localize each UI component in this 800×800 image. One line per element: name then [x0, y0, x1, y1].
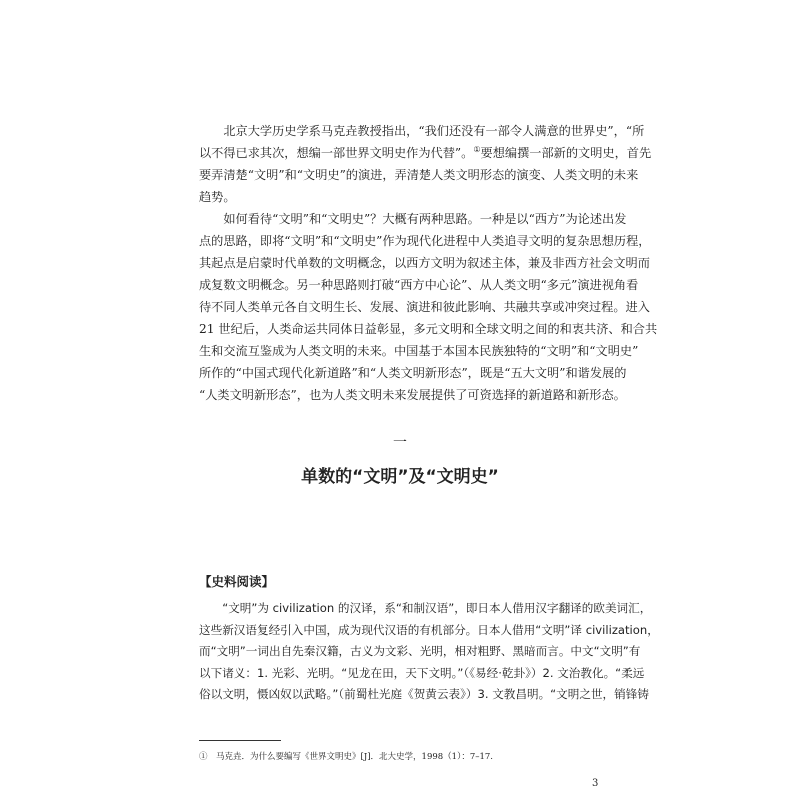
text-line: 如何看待“文明”和“文明史”？大概有两种思路。一种是以“西方”为论述出发 [199, 212, 627, 226]
text-line: 所作的“中国式现代化新道路”和“人类文明新形态”，既是“五大文明”和谐发展的 [199, 366, 627, 380]
text-line: “人类文明新形态”，也为人类文明未来发展提供了可资选择的新道路和新形态。 [199, 388, 626, 402]
footnote: ① 马克垚．为什么要编写《世界文明史》[J]．北大史学，1998（1）：7–17. [199, 752, 494, 762]
text-line: 21 世纪后，人类命运共同体日益彰显，多元文明和全球文明之间的和衷共济、和合共 [199, 322, 658, 336]
text-line: 成复数文明概念。另一种思路则打破“西方中心论”、从人类文明“多元”演进视角看 [199, 278, 639, 292]
text-segment: 以不得已求其次，想编一部世界文明史作为代替”。 [199, 146, 474, 160]
section-title: 单数的“文明”及“文明史” [301, 467, 499, 487]
page-number: 3 [592, 778, 599, 789]
body-paragraph-2 [199, 208, 658, 406]
text-line: 俗以文明，慑凶奴以武略。”（前蜀杜光庭《贺黄云表》）3. 文教昌明。“文明之世，销锋铸 [199, 687, 649, 701]
text-line: “文明”为 civilization 的汉译，系“和制汉语”，即日本人借用汉字翻译的欧美词汇， [199, 601, 652, 615]
reading-box-paragraph [199, 598, 659, 706]
reading-box-heading: 【史料阅读】 [199, 574, 275, 589]
text-segment: 要想编撰一部新的文明史，首先 [480, 146, 652, 160]
body-paragraph-1 [199, 120, 652, 208]
text-line: 待不同人类单元各自文明生长、发展、演进和彼此影响、共融共享或冲突过程。进入 [199, 300, 650, 314]
text-line: 北京大学历史学系马克垚教授指出，“我们还没有一部令人满意的世界史”，“所 [199, 124, 645, 138]
text-line: 其起点是启蒙时代单数的文明概念，以西方文明为叙述主体，兼及非西方社会文明而 [199, 256, 650, 270]
text-line: 趋势。 [199, 190, 236, 204]
text-line: 生和交流互鉴成为人类文明的未来。中国基于本国本民族独特的“文明”和“文明史” [199, 344, 639, 358]
text-line: 这些新汉语复经引入中国，成为现代汉语的有机部分。日本人借用“文明”译 civilization， [199, 622, 659, 637]
footnote-divider [199, 740, 281, 741]
footnote-reference[interactable]: ① [473, 144, 481, 154]
section-number: 一 [393, 435, 407, 451]
text-line: 点的思路，即将“文明”和“文明史”作为现代化进程中人类追寻文明的复杂思想历程， [199, 234, 651, 248]
text-line [199, 142, 652, 164]
text-line: 而“文明”一词出自先秦汉籍，古义为文彩、光明，相对粗野、黑暗而言。中文“文明”有 [199, 644, 641, 658]
text-line: 要弄清楚“文明”和“文明史”的演进，弄清楚人类文明形态的演变、人类文明的未来 [199, 168, 639, 182]
text-line: 以下诸义：1. 光彩、光明。“见龙在田，天下文明。”（《易经·乾卦》）2. 文治教化。“柔远 [199, 665, 645, 680]
